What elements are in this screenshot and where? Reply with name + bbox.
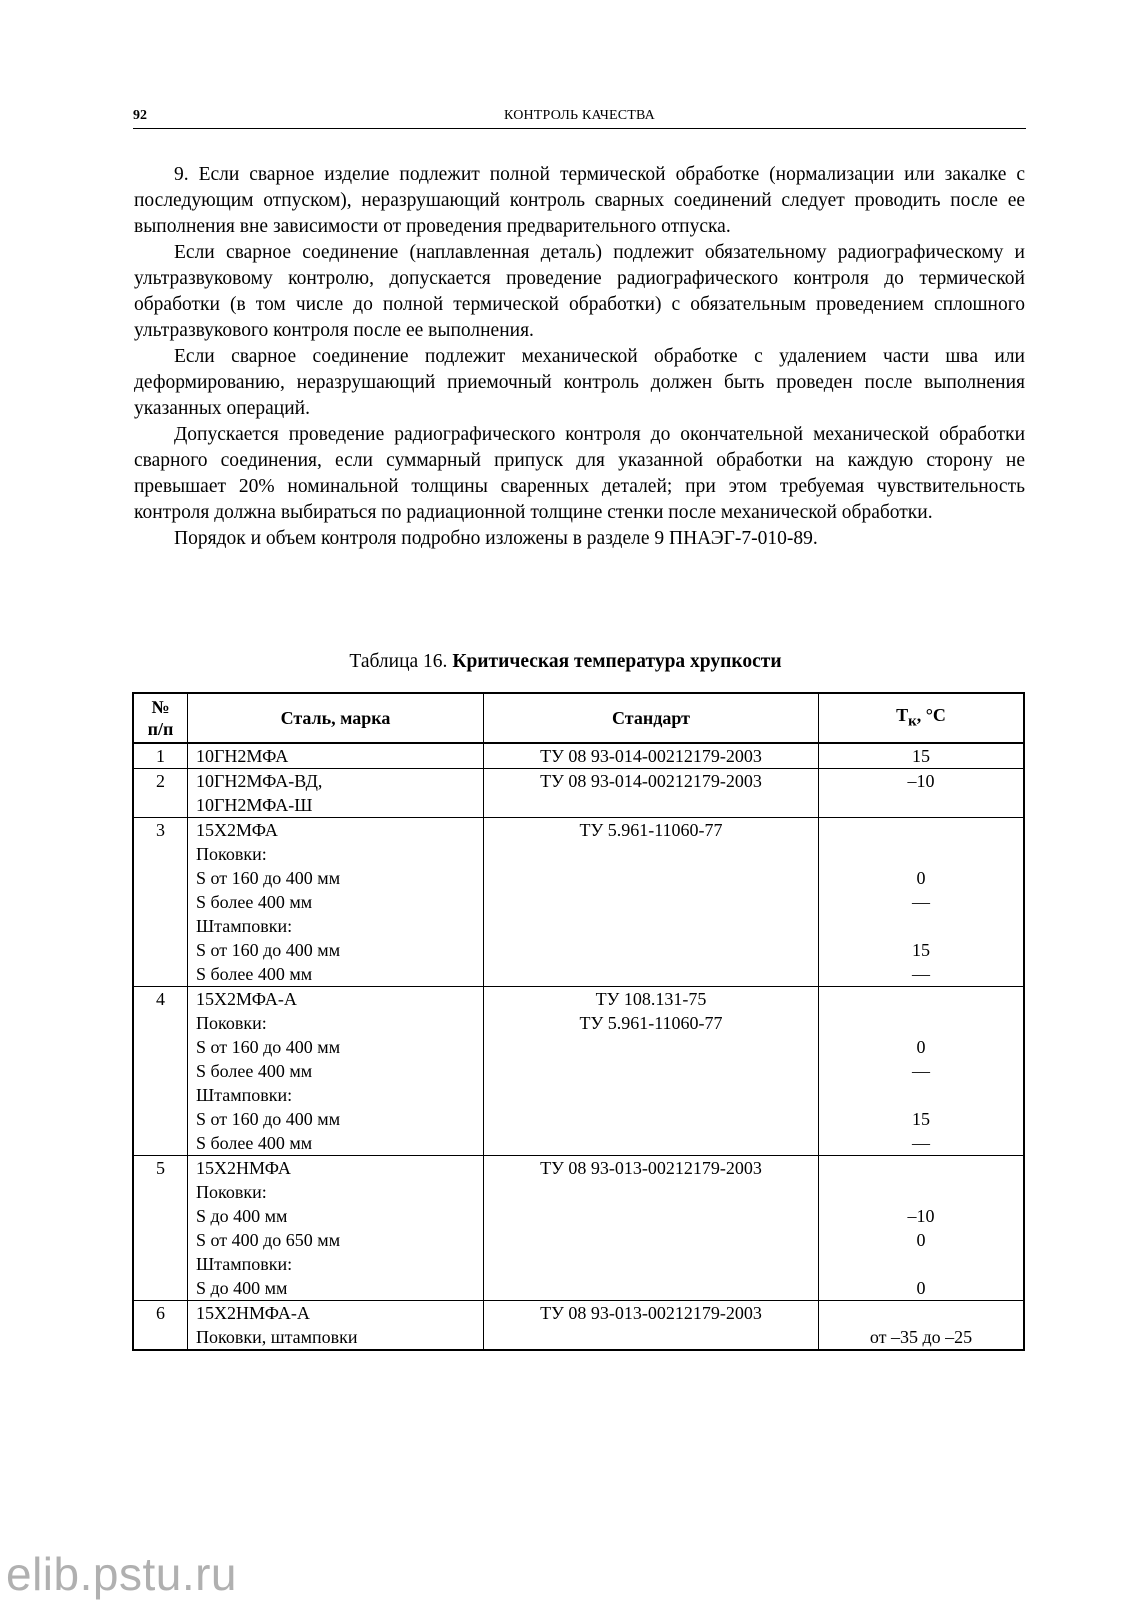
table-row <box>133 1301 1024 1351</box>
grade-line: S до 400 мм <box>196 1206 288 1226</box>
temp-line: –10 <box>907 771 935 791</box>
grade-line: 15Х2НМФА-А <box>196 1303 310 1323</box>
grade-line: S до 400 мм <box>196 1278 288 1298</box>
temp-line: — <box>912 1133 930 1153</box>
grade-line: S более 400 мм <box>196 892 313 912</box>
grade-line: S более 400 мм <box>196 964 313 984</box>
cell-temp <box>819 818 1025 987</box>
temp-line: 0 <box>916 1037 926 1057</box>
cell-standard <box>484 743 819 769</box>
cell-num: 6 <box>133 1301 188 1351</box>
grade-line: 15Х2МФА <box>196 820 278 840</box>
grade-line: S от 160 до 400 мм <box>196 868 341 888</box>
cell-temp <box>819 987 1025 1156</box>
cell-temp <box>819 743 1025 769</box>
cell-grade <box>188 743 484 769</box>
table-row <box>133 1156 1024 1301</box>
temp-line <box>827 1156 1015 1180</box>
watermark: elib.pstu.ru <box>6 1548 238 1600</box>
cell-temp <box>819 1301 1025 1351</box>
paragraph: Если сварное соединение (наплавленная деталь) подлежит обязательному радиографическому и ультразвуковому контролю, допускается проведение радиографического контроля до термической обработки (в том числе до полной термической обработки) с обязательным проведением сплошного ультразвукового контроля после ее выполнения. <box>134 242 1025 341</box>
paragraph: 9. Если сварное изделие подлежит полной термической обработке (нормализации или закалке с последующим отпуском), неразрушающий контроль сварных соединений следует проводить после ее выполнения вне зависимости от проведения предварительного отпуска. <box>134 164 1025 237</box>
page-header <box>133 106 1026 129</box>
cell-grade <box>188 769 484 818</box>
grade-line: Поковки: <box>196 1013 267 1033</box>
cell-num: 4 <box>133 987 188 1156</box>
cell-standard <box>484 1301 819 1351</box>
grade-line: 15Х2МФА-А <box>196 989 297 1009</box>
grade-line: S от 160 до 400 мм <box>196 1109 341 1129</box>
temp-line: 0 <box>916 1230 926 1250</box>
grade-line: Поковки: <box>196 1182 267 1202</box>
temp-line: — <box>912 1061 930 1081</box>
temp-line <box>827 987 1015 1011</box>
standard-line: ТУ 108.131-75 <box>595 989 707 1009</box>
temp-line <box>827 1011 1015 1035</box>
grade-line: S от 160 до 400 мм <box>196 1037 341 1057</box>
cell-num: 1 <box>133 743 188 769</box>
grade-line: S более 400 мм <box>196 1133 313 1153</box>
cell-grade <box>188 1301 484 1351</box>
temp-line: 15 <box>912 746 930 766</box>
header-standard: Стандарт <box>484 693 819 743</box>
standard-line: ТУ 08 93-014-00212179-2003 <box>540 771 762 791</box>
temp-line: 15 <box>912 940 930 960</box>
temp-line: — <box>912 892 930 912</box>
temp-line: — <box>912 964 930 984</box>
standard-line: ТУ 5.961-11060-77 <box>579 1013 723 1033</box>
temp-line: 0 <box>916 868 926 888</box>
temp-line <box>827 1180 1015 1204</box>
grade-line: 15Х2НМФА <box>196 1158 291 1178</box>
standard-line: ТУ 08 93-013-00212179-2003 <box>540 1303 762 1323</box>
standard-line: ТУ 08 93-013-00212179-2003 <box>540 1158 762 1178</box>
grade-line: Поковки, штамповки <box>196 1327 358 1347</box>
page-number: 92 <box>133 108 147 123</box>
standard-line: ТУ 08 93-014-00212179-2003 <box>540 746 762 766</box>
temp-line: –10 <box>907 1206 935 1226</box>
table-caption <box>0 651 1131 673</box>
table-row <box>133 987 1024 1156</box>
temp-line <box>827 1083 1015 1107</box>
header-grade: Сталь, марка <box>188 693 484 743</box>
running-title: КОНТРОЛЬ КАЧЕСТВА <box>504 108 655 123</box>
grade-line: S от 160 до 400 мм <box>196 940 341 960</box>
table-caption-prefix: Таблица 16. <box>349 651 448 672</box>
grade-line: S более 400 мм <box>196 1061 313 1081</box>
grade-line: S от 400 до 650 мм <box>196 1230 341 1250</box>
paragraph: Допускается проведение радиографического контроля до окончательной механической обработки сварного соединения, если суммарный припуск для указанной обработки на каждую сторону не превышает 20% номинальной толщины сваренных деталей; при этом требуемая чувствительность контроля должна выбираться по радиационной толщине стенки после механической обработки. <box>134 424 1025 523</box>
table-row <box>133 818 1024 987</box>
cell-temp <box>819 769 1025 818</box>
cell-grade <box>188 987 484 1156</box>
cell-grade <box>188 818 484 987</box>
temp-line <box>827 818 1015 842</box>
standard-line: ТУ 5.961-11060-77 <box>579 820 723 840</box>
table-row <box>133 769 1024 818</box>
paragraph: Если сварное соединение подлежит механической обработке с удалением части шва или деформированию, неразрушающий приемочный контроль должен быть проведен после выполнения указанных операций. <box>134 346 1025 419</box>
temp-line <box>827 1301 1015 1325</box>
grade-line: Штамповки: <box>196 916 293 936</box>
table-body <box>133 743 1024 1350</box>
cell-num: 2 <box>133 769 188 818</box>
cell-standard <box>484 818 819 987</box>
cell-standard <box>484 769 819 818</box>
cell-standard <box>484 987 819 1156</box>
temp-line <box>827 1252 1015 1276</box>
paragraph: Порядок и объем контроля подробно изложены в разделе 9 ПНАЭГ-7-010-89. <box>174 528 818 549</box>
cell-grade <box>188 1156 484 1301</box>
table-row <box>133 743 1024 769</box>
header-num: № п/п <box>133 693 188 743</box>
cell-temp <box>819 1156 1025 1301</box>
temp-line <box>827 842 1015 866</box>
temp-line: 15 <box>912 1109 930 1129</box>
table-caption-title: Критическая температура хрупкости <box>452 651 782 672</box>
brittleness-table <box>132 692 1025 1351</box>
body-text <box>134 162 1025 552</box>
grade-line: 10ГН2МФА-Ш <box>196 795 313 815</box>
grade-line: 10ГН2МФА <box>196 746 289 766</box>
header-temp: $Т_к$, °С <box>819 693 1025 743</box>
grade-line: Поковки: <box>196 844 267 864</box>
temp-line <box>827 914 1015 938</box>
cell-num: 5 <box>133 1156 188 1301</box>
temp-line: 0 <box>916 1278 926 1298</box>
cell-num: 3 <box>133 818 188 987</box>
table-header-row <box>133 693 1024 743</box>
temp-line: от –35 до –25 <box>869 1327 973 1347</box>
grade-line: Штамповки: <box>196 1254 293 1274</box>
grade-line: 10ГН2МФА-ВД, <box>196 771 323 791</box>
grade-line: Штамповки: <box>196 1085 293 1105</box>
cell-standard <box>484 1156 819 1301</box>
